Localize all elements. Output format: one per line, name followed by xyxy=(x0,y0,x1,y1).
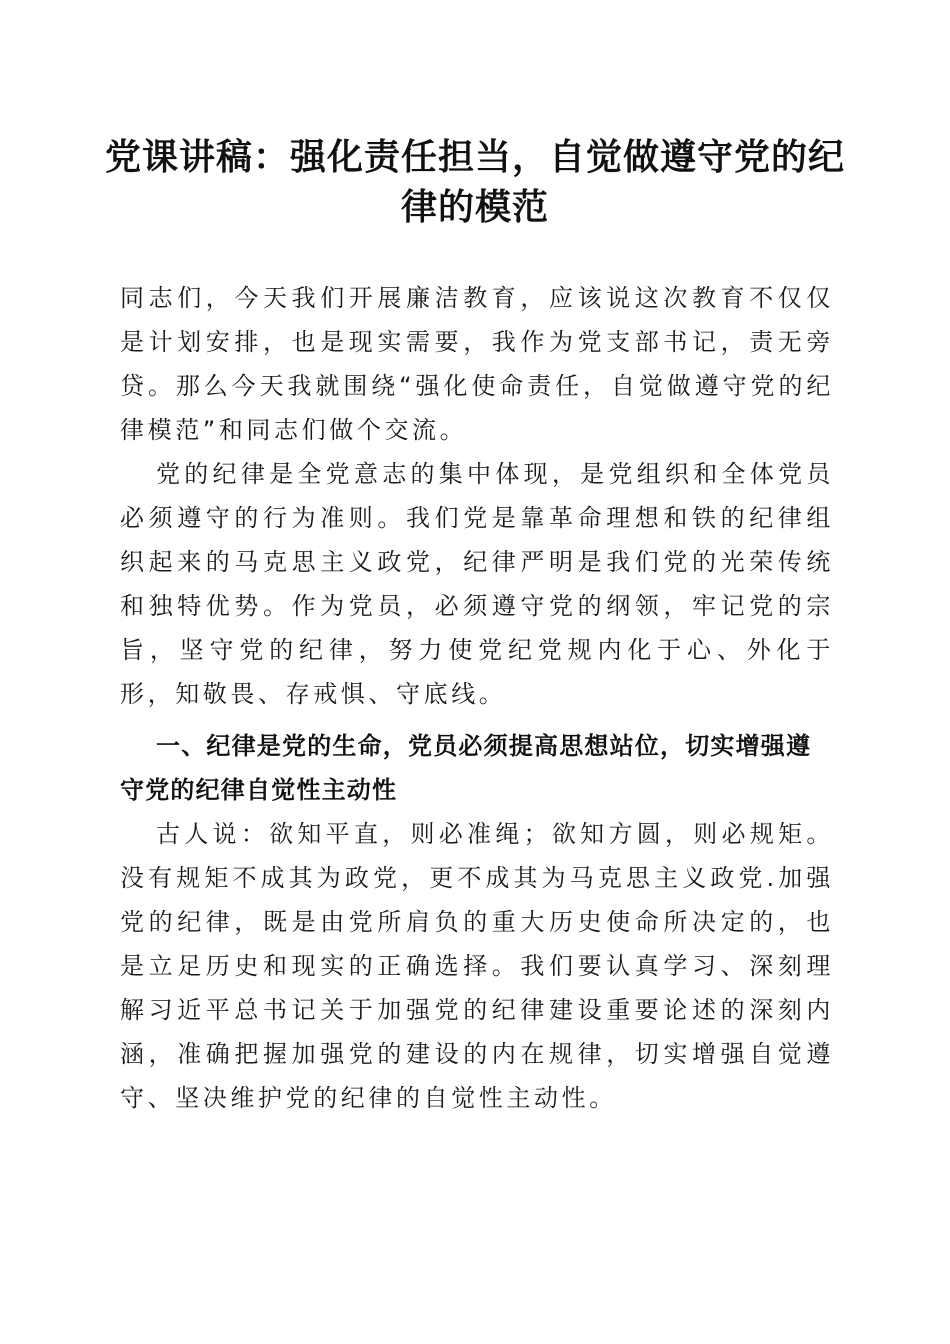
discipline-paragraph: 党的纪律是全党意志的集中体现，是党组织和全体党员必须遵守的行为准则。我们党是靠革命理想和铁的纪律组织起来的马克思主义政党，纪律严明是我们党的光荣传统和独特优势。作为党员，必须遵守党的纲领，牢记党的宗旨，坚守党的纪律，努力使党纪党规内化于心、外化于形，知敬畏、存戒惧、守底线。 xyxy=(120,460,834,708)
document-body xyxy=(120,276,834,1120)
opening-paragraph: 同志们，今天我们开展廉洁教育，应该说这次教育不仅仅是计划安排，也是现实需要，我作为党支部书记，责无旁贷。那么今天我就围绕“强化使命责任，自觉做遵守党的纪律模范”和同志们做个交流。 xyxy=(120,284,834,444)
document-title: 党课讲稿：强化责任担当，自觉做遵守党的纪律的模范 xyxy=(104,136,845,228)
section-1-paragraph: 古人说：欲知平直，则必准绳；欲知方圆，则必规矩。没有规矩不成其为政党，更不成其为马克思主义政党.加强党的纪律，既是由党所肩负的重大历史使命所决定的，也是立足历史和现实的正确选择。我们要认真学习、深刻理解习近平总书记关于加强党的纪律建设重要论述的深刻内涵，准确把握加强党的建设的内在规律，切实增强自觉遵守、坚决维护党的纪律的自觉性主动性。 xyxy=(120,820,834,1112)
section-heading-1: 一、纪律是党的生命，党员必须提高思想站位，切实增强遵守党的纪律自觉性主动性 xyxy=(120,732,812,804)
